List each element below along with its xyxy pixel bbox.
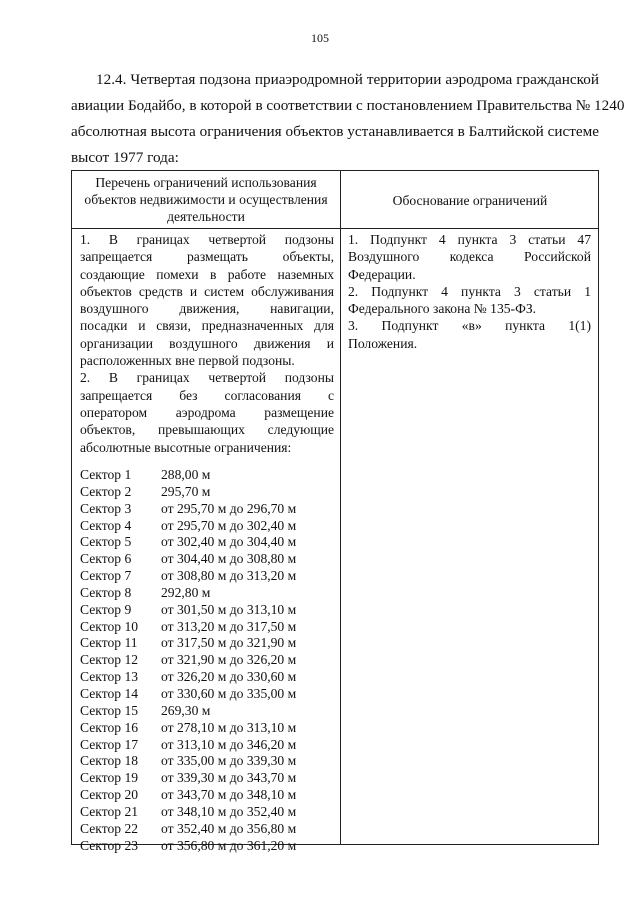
header-line: Перечень ограничений использования: [95, 175, 317, 190]
sector-name: Сектор 23: [80, 837, 139, 853]
sector-row: [80, 686, 334, 703]
text-line: 3. Подпункт «в» пункта 1(1): [348, 318, 591, 334]
sector-name: Сектор 11: [80, 635, 138, 651]
sector-name: Сектор 17: [80, 736, 139, 752]
sector-name: Сектор 20: [80, 787, 139, 803]
text-line: создающие помехи в работе наземных: [80, 266, 334, 282]
sector-name: Сектор 9: [80, 601, 132, 617]
sector-row: [80, 787, 334, 804]
sector-name: Сектор 6: [80, 551, 132, 567]
sector-name: Сектор 22: [80, 820, 139, 836]
sector-row: [80, 619, 334, 636]
text-line: Положения.: [348, 335, 418, 351]
header-restrictions-list: [72, 174, 340, 225]
header-line: деятельности: [167, 209, 245, 224]
sector-row: [80, 518, 334, 535]
restrictions-table: [71, 170, 599, 853]
intro-line: авиации Бодайбо, в которой в соответствии с постановлением Правительства № 1240: [71, 97, 625, 114]
sector-row: [80, 501, 334, 518]
sector-name: Сектор 14: [80, 685, 139, 701]
sector-height-value: 292,80 м: [161, 584, 211, 600]
sector-row: [80, 753, 334, 770]
sector-row: [80, 602, 334, 619]
sector-list: [80, 467, 334, 854]
text-line: Федерального закона № 135-ФЗ.: [348, 301, 537, 317]
sector-height-value: от 317,50 м до 321,90 м: [161, 635, 297, 651]
sector-name: Сектор 12: [80, 652, 139, 668]
text-line: расположенных вне первой подзоны.: [80, 353, 295, 369]
text-line: объектов средств и систем обслуживания: [80, 283, 334, 299]
sector-height-value: от 326,20 м до 330,60 м: [161, 669, 297, 685]
column-divider: [340, 171, 341, 844]
sector-height-value: от 321,90 м до 326,20 м: [161, 652, 297, 668]
text-line: объектов, превышающих следующие: [80, 422, 334, 438]
sector-name: Сектор 21: [80, 803, 139, 819]
sector-name: Сектор 13: [80, 669, 139, 685]
text-line: 2. Подпункт 4 пункта 3 статьи 1: [348, 283, 591, 299]
sector-height-value: от 301,50 м до 313,10 м: [161, 601, 297, 617]
intro-line: 12.4. Четвертая подзона приаэродромной территории аэродрома гражданской: [96, 71, 599, 88]
sector-height-value: от 343,70 м до 348,10 м: [161, 787, 297, 803]
sector-name: Сектор 1: [80, 467, 132, 482]
sector-row: [80, 737, 334, 754]
sector-height-value: от 348,10 м до 352,40 м: [161, 803, 297, 819]
restrictions-cell: [80, 231, 334, 456]
text-line: запрещается размещать объекты,: [80, 249, 334, 265]
sector-row: [80, 821, 334, 838]
header-divider: [72, 228, 598, 229]
sector-row: [80, 484, 334, 501]
text-line: 2. В границах четвертой подзоны: [80, 370, 334, 386]
text-line: 1. Подпункт 4 пункта 3 статьи 47: [348, 232, 591, 247]
page-number: 105: [311, 31, 329, 45]
sector-row: [80, 669, 334, 686]
sector-name: Сектор 10: [80, 618, 139, 634]
sector-row: [80, 568, 334, 585]
intro-line: абсолютная высота ограничения объектов устанавливается в Балтийской системе: [71, 123, 599, 140]
sector-row: [80, 551, 334, 568]
sector-height-value: от 295,70 м до 302,40 м: [161, 517, 297, 533]
text-line: воздушного движения, навигации,: [80, 301, 334, 317]
sector-row: [80, 703, 334, 720]
sector-name: Сектор 18: [80, 753, 139, 769]
sector-name: Сектор 15: [80, 702, 139, 718]
sector-height-value: от 313,20 м до 317,50 м: [161, 618, 297, 634]
sector-row: [80, 838, 334, 855]
sector-height-value: от 313,10 м до 346,20 м: [161, 736, 297, 752]
sector-height-value: от 330,60 м до 335,00 м: [161, 685, 297, 701]
intro-paragraph: [71, 67, 625, 171]
header-line: объектов недвижимости и осуществления: [84, 192, 328, 207]
sector-row: [80, 585, 334, 602]
sector-height-value: 269,30 м: [161, 702, 211, 718]
sector-height-value: 288,00 м: [161, 467, 211, 482]
sector-name: Сектор 7: [80, 568, 132, 584]
sector-height-value: от 352,40 м до 356,80 м: [161, 820, 297, 836]
text-line: Воздушного кодекса Российской: [348, 249, 591, 265]
sector-row: [80, 534, 334, 551]
sector-height-value: от 278,10 м до 313,10 м: [161, 719, 297, 735]
sector-height-value: от 302,40 м до 304,40 м: [161, 534, 297, 550]
header-justification: Обоснование ограничений: [392, 193, 548, 208]
sector-height-value: от 335,00 м до 339,30 м: [161, 753, 297, 769]
sector-name: Сектор 8: [80, 584, 132, 600]
sector-name: Сектор 5: [80, 534, 132, 550]
sector-name: Сектор 4: [80, 517, 132, 533]
text-line: оператором аэродрома размещение: [80, 404, 334, 420]
text-line: запрещается без согласования с: [80, 387, 334, 403]
sector-name: Сектор 19: [80, 770, 139, 786]
sector-height-value: от 295,70 м до 296,70 м: [161, 500, 297, 516]
sector-row: [80, 770, 334, 787]
text-line: посадки и связи, предназначенных для: [80, 318, 334, 334]
sector-row: [80, 652, 334, 669]
sector-name: Сектор 2: [80, 483, 132, 499]
sector-height-value: от 304,40 м до 308,80 м: [161, 551, 297, 567]
sector-height-value: от 308,80 м до 313,20 м: [161, 568, 297, 584]
text-line: организации воздушного движения и: [80, 335, 334, 351]
sector-height-value: от 339,30 м до 343,70 м: [161, 770, 297, 786]
text-line: 1. В границах четвертой подзоны: [80, 232, 334, 247]
sector-name: Сектор 16: [80, 719, 139, 735]
sector-height-value: 295,70 м: [161, 483, 211, 499]
sector-row: [80, 720, 334, 737]
text-line: Федерации.: [348, 266, 416, 282]
intro-line: высот 1977 года:: [71, 149, 179, 166]
sector-name: Сектор 3: [80, 500, 132, 516]
text-line: абсолютные высотные ограничения:: [80, 439, 292, 455]
sector-row: [80, 635, 334, 652]
sector-height-value: от 356,80 м до 361,20 м: [161, 837, 297, 853]
justification-cell: [348, 231, 591, 352]
sector-row: [80, 467, 334, 484]
sector-row: [80, 804, 334, 821]
